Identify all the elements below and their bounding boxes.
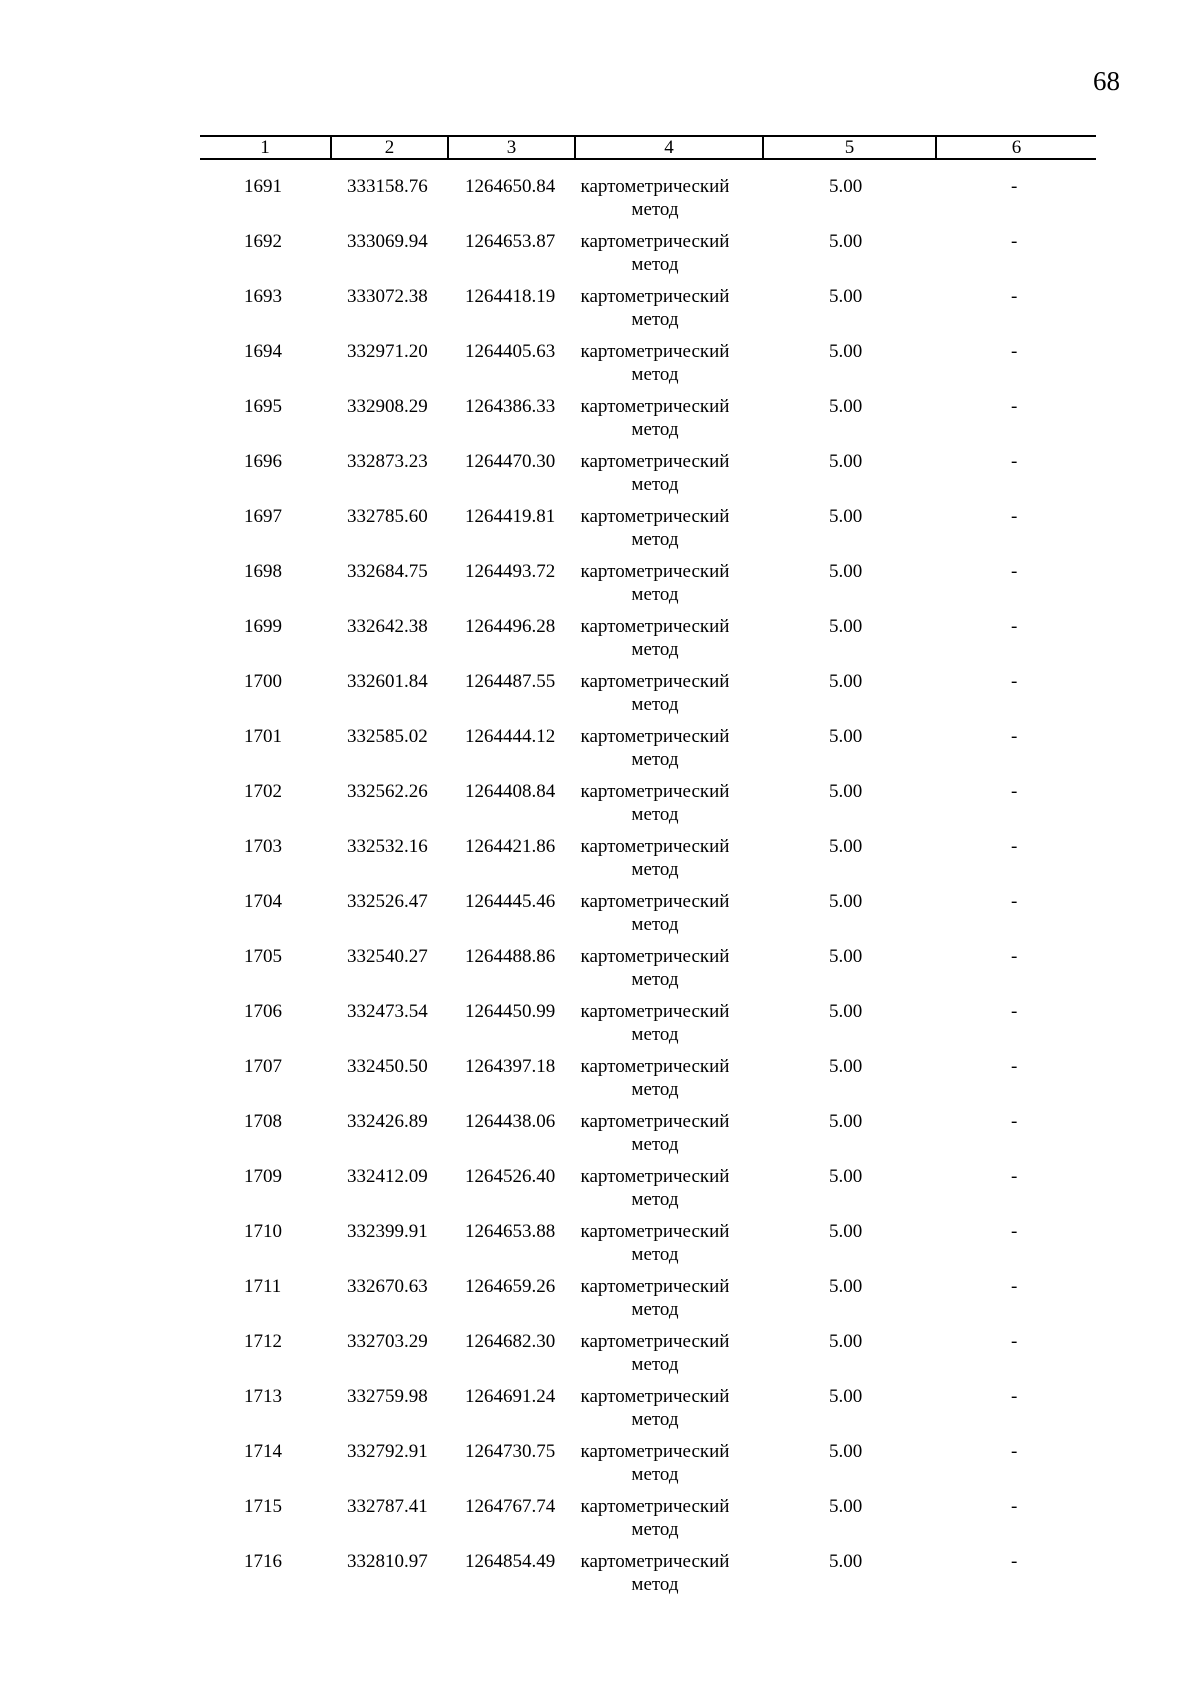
method-cell bbox=[560, 1000, 750, 1046]
method-cell bbox=[560, 1165, 750, 1211]
method-line-1: картометрический bbox=[580, 1551, 730, 1572]
note-cell: - bbox=[1011, 341, 1018, 362]
table-row bbox=[200, 560, 1096, 615]
accuracy-cell: 5.00 bbox=[829, 891, 863, 912]
point-number-cell: 1693 bbox=[244, 286, 282, 307]
note-cell: - bbox=[1011, 616, 1018, 637]
table-row bbox=[200, 1440, 1096, 1495]
method-line-1: картометрический bbox=[580, 1276, 730, 1297]
accuracy-cell: 5.00 bbox=[829, 671, 863, 692]
method-cell bbox=[560, 890, 750, 936]
point-number-cell: 1712 bbox=[244, 1331, 282, 1352]
accuracy-cell: 5.00 bbox=[829, 946, 863, 967]
point-number-cell: 1709 bbox=[244, 1166, 282, 1187]
accuracy-cell: 5.00 bbox=[829, 1496, 863, 1517]
method-line-1: картометрический bbox=[580, 286, 730, 307]
method-cell bbox=[560, 1275, 750, 1321]
note-cell: - bbox=[1011, 506, 1018, 527]
column-header-4: 4 bbox=[574, 137, 762, 158]
method-line-2: метод bbox=[631, 1189, 679, 1210]
method-line-1: картометрический bbox=[580, 1441, 730, 1462]
table-row bbox=[200, 285, 1096, 340]
table-row bbox=[200, 1165, 1096, 1220]
accuracy-cell: 5.00 bbox=[829, 1111, 863, 1132]
method-line-1: картометрический bbox=[580, 726, 730, 747]
method-line-2: метод bbox=[631, 1024, 679, 1045]
table-row bbox=[200, 1220, 1096, 1275]
method-line-1: картометрический bbox=[580, 341, 730, 362]
point-number-cell: 1713 bbox=[244, 1386, 282, 1407]
accuracy-cell: 5.00 bbox=[829, 286, 863, 307]
table-row bbox=[200, 1000, 1096, 1055]
x-coordinate-cell: 332873.23 bbox=[347, 451, 428, 472]
table-row bbox=[200, 340, 1096, 395]
table-row bbox=[200, 1330, 1096, 1385]
accuracy-cell: 5.00 bbox=[829, 1551, 863, 1572]
table-row bbox=[200, 1055, 1096, 1110]
accuracy-cell: 5.00 bbox=[829, 451, 863, 472]
accuracy-cell: 5.00 bbox=[829, 231, 863, 252]
method-cell bbox=[560, 725, 750, 771]
point-number-cell: 1694 bbox=[244, 341, 282, 362]
y-coordinate-cell: 1264408.84 bbox=[465, 781, 556, 802]
method-cell bbox=[560, 945, 750, 991]
x-coordinate-cell: 332473.54 bbox=[347, 1001, 428, 1022]
method-line-2: метод bbox=[631, 309, 679, 330]
table-row bbox=[200, 230, 1096, 285]
y-coordinate-cell: 1264450.99 bbox=[465, 1001, 556, 1022]
y-coordinate-cell: 1264682.30 bbox=[465, 1331, 556, 1352]
note-cell: - bbox=[1011, 561, 1018, 582]
accuracy-cell: 5.00 bbox=[829, 726, 863, 747]
method-cell bbox=[560, 1385, 750, 1431]
table-row bbox=[200, 615, 1096, 670]
note-cell: - bbox=[1011, 231, 1018, 252]
table-row bbox=[200, 1550, 1096, 1605]
method-line-1: картометрический bbox=[580, 1496, 730, 1517]
note-cell: - bbox=[1011, 1496, 1018, 1517]
note-cell: - bbox=[1011, 286, 1018, 307]
method-line-2: метод bbox=[631, 1354, 679, 1375]
note-cell: - bbox=[1011, 1221, 1018, 1242]
point-number-cell: 1706 bbox=[244, 1001, 282, 1022]
point-number-cell: 1715 bbox=[244, 1496, 282, 1517]
x-coordinate-cell: 332785.60 bbox=[347, 506, 428, 527]
point-number-cell: 1708 bbox=[244, 1111, 282, 1132]
y-coordinate-cell: 1264730.75 bbox=[465, 1441, 556, 1462]
method-cell bbox=[560, 1495, 750, 1541]
point-number-cell: 1702 bbox=[244, 781, 282, 802]
y-coordinate-cell: 1264419.81 bbox=[465, 506, 556, 527]
table-row bbox=[200, 1495, 1096, 1550]
method-cell bbox=[560, 560, 750, 606]
note-cell: - bbox=[1011, 396, 1018, 417]
y-coordinate-cell: 1264444.12 bbox=[465, 726, 556, 747]
column-header-6: 6 bbox=[935, 137, 1096, 158]
table-row bbox=[200, 1110, 1096, 1165]
accuracy-cell: 5.00 bbox=[829, 1276, 863, 1297]
y-coordinate-cell: 1264496.28 bbox=[465, 616, 556, 637]
method-line-1: картометрический bbox=[580, 176, 730, 197]
x-coordinate-cell: 332412.09 bbox=[347, 1166, 428, 1187]
table-body bbox=[200, 175, 1096, 1605]
accuracy-cell: 5.00 bbox=[829, 1441, 863, 1462]
point-number-cell: 1692 bbox=[244, 231, 282, 252]
x-coordinate-cell: 332787.41 bbox=[347, 1496, 428, 1517]
point-number-cell: 1716 bbox=[244, 1551, 282, 1572]
point-number-cell: 1697 bbox=[244, 506, 282, 527]
x-coordinate-cell: 332642.38 bbox=[347, 616, 428, 637]
point-number-cell: 1711 bbox=[244, 1276, 282, 1297]
x-coordinate-cell: 332703.29 bbox=[347, 1331, 428, 1352]
method-line-2: метод bbox=[631, 419, 679, 440]
method-line-1: картометрический bbox=[580, 781, 730, 802]
accuracy-cell: 5.00 bbox=[829, 396, 863, 417]
point-number-cell: 1703 bbox=[244, 836, 282, 857]
method-line-2: метод bbox=[631, 859, 679, 880]
point-number-cell: 1704 bbox=[244, 891, 282, 912]
method-cell bbox=[560, 395, 750, 441]
point-number-cell: 1695 bbox=[244, 396, 282, 417]
accuracy-cell: 5.00 bbox=[829, 1001, 863, 1022]
x-coordinate-cell: 332585.02 bbox=[347, 726, 428, 747]
method-cell bbox=[560, 835, 750, 881]
y-coordinate-cell: 1264691.24 bbox=[465, 1386, 556, 1407]
method-line-2: метод bbox=[631, 474, 679, 495]
table-row bbox=[200, 670, 1096, 725]
method-line-1: картометрический bbox=[580, 561, 730, 582]
method-cell bbox=[560, 1220, 750, 1266]
accuracy-cell: 5.00 bbox=[829, 1331, 863, 1352]
method-line-2: метод bbox=[631, 1409, 679, 1430]
method-cell bbox=[560, 1110, 750, 1156]
method-line-1: картометрический bbox=[580, 231, 730, 252]
x-coordinate-cell: 332426.89 bbox=[347, 1111, 428, 1132]
y-coordinate-cell: 1264488.86 bbox=[465, 946, 556, 967]
table-row bbox=[200, 780, 1096, 835]
y-coordinate-cell: 1264470.30 bbox=[465, 451, 556, 472]
x-coordinate-cell: 332601.84 bbox=[347, 671, 428, 692]
method-cell bbox=[560, 340, 750, 386]
method-cell bbox=[560, 1055, 750, 1101]
column-header-2: 2 bbox=[330, 137, 447, 158]
x-coordinate-cell: 332532.16 bbox=[347, 836, 428, 857]
table-row bbox=[200, 1275, 1096, 1330]
method-line-1: картометрический bbox=[580, 451, 730, 472]
accuracy-cell: 5.00 bbox=[829, 506, 863, 527]
note-cell: - bbox=[1011, 1001, 1018, 1022]
table-row bbox=[200, 505, 1096, 560]
method-line-2: метод bbox=[631, 1574, 679, 1595]
x-coordinate-cell: 332792.91 bbox=[347, 1441, 428, 1462]
method-line-2: метод bbox=[631, 364, 679, 385]
y-coordinate-cell: 1264659.26 bbox=[465, 1276, 556, 1297]
note-cell: - bbox=[1011, 946, 1018, 967]
accuracy-cell: 5.00 bbox=[829, 1056, 863, 1077]
y-coordinate-cell: 1264438.06 bbox=[465, 1111, 556, 1132]
method-cell bbox=[560, 285, 750, 331]
y-coordinate-cell: 1264421.86 bbox=[465, 836, 556, 857]
y-coordinate-cell: 1264653.87 bbox=[465, 231, 556, 252]
method-line-1: картометрический bbox=[580, 1056, 730, 1077]
method-line-1: картометрический bbox=[580, 836, 730, 857]
table-row bbox=[200, 395, 1096, 450]
note-cell: - bbox=[1011, 1441, 1018, 1462]
method-cell bbox=[560, 450, 750, 496]
point-number-cell: 1698 bbox=[244, 561, 282, 582]
method-line-2: метод bbox=[631, 1079, 679, 1100]
note-cell: - bbox=[1011, 1331, 1018, 1352]
accuracy-cell: 5.00 bbox=[829, 176, 863, 197]
method-cell bbox=[560, 670, 750, 716]
note-cell: - bbox=[1011, 726, 1018, 747]
method-line-1: картометрический bbox=[580, 1166, 730, 1187]
method-line-1: картометрический bbox=[580, 671, 730, 692]
x-coordinate-cell: 332759.98 bbox=[347, 1386, 428, 1407]
x-coordinate-cell: 332399.91 bbox=[347, 1221, 428, 1242]
accuracy-cell: 5.00 bbox=[829, 616, 863, 637]
x-coordinate-cell: 332526.47 bbox=[347, 891, 428, 912]
method-line-1: картометрический bbox=[580, 1221, 730, 1242]
method-line-1: картометрический bbox=[580, 1331, 730, 1352]
note-cell: - bbox=[1011, 891, 1018, 912]
method-line-2: метод bbox=[631, 199, 679, 220]
y-coordinate-cell: 1264405.63 bbox=[465, 341, 556, 362]
y-coordinate-cell: 1264526.40 bbox=[465, 1166, 556, 1187]
table-row bbox=[200, 890, 1096, 945]
point-number-cell: 1700 bbox=[244, 671, 282, 692]
method-line-2: метод bbox=[631, 1299, 679, 1320]
column-header-3: 3 bbox=[447, 137, 574, 158]
method-line-2: метод bbox=[631, 639, 679, 660]
note-cell: - bbox=[1011, 1386, 1018, 1407]
note-cell: - bbox=[1011, 1111, 1018, 1132]
note-cell: - bbox=[1011, 176, 1018, 197]
x-coordinate-cell: 332450.50 bbox=[347, 1056, 428, 1077]
method-line-1: картометрический bbox=[580, 396, 730, 417]
method-line-2: метод bbox=[631, 749, 679, 770]
y-coordinate-cell: 1264767.74 bbox=[465, 1496, 556, 1517]
table-row bbox=[200, 175, 1096, 230]
accuracy-cell: 5.00 bbox=[829, 1386, 863, 1407]
accuracy-cell: 5.00 bbox=[829, 1166, 863, 1187]
method-cell bbox=[560, 175, 750, 221]
method-line-2: метод bbox=[631, 1134, 679, 1155]
method-line-2: метод bbox=[631, 694, 679, 715]
table-row bbox=[200, 945, 1096, 1000]
y-coordinate-cell: 1264445.46 bbox=[465, 891, 556, 912]
method-line-2: метод bbox=[631, 804, 679, 825]
y-coordinate-cell: 1264650.84 bbox=[465, 176, 556, 197]
point-number-cell: 1707 bbox=[244, 1056, 282, 1077]
method-cell bbox=[560, 1440, 750, 1486]
note-cell: - bbox=[1011, 781, 1018, 802]
x-coordinate-cell: 332971.20 bbox=[347, 341, 428, 362]
table-row bbox=[200, 725, 1096, 780]
accuracy-cell: 5.00 bbox=[829, 1221, 863, 1242]
method-line-1: картометрический bbox=[580, 1386, 730, 1407]
method-line-2: метод bbox=[631, 1244, 679, 1265]
method-line-1: картометрический bbox=[580, 506, 730, 527]
method-line-2: метод bbox=[631, 1519, 679, 1540]
method-cell bbox=[560, 230, 750, 276]
y-coordinate-cell: 1264493.72 bbox=[465, 561, 556, 582]
table-row bbox=[200, 835, 1096, 890]
point-number-cell: 1705 bbox=[244, 946, 282, 967]
x-coordinate-cell: 332684.75 bbox=[347, 561, 428, 582]
accuracy-cell: 5.00 bbox=[829, 781, 863, 802]
table-row bbox=[200, 1385, 1096, 1440]
point-number-cell: 1699 bbox=[244, 616, 282, 637]
method-line-1: картометрический bbox=[580, 946, 730, 967]
x-coordinate-cell: 332810.97 bbox=[347, 1551, 428, 1572]
method-line-2: метод bbox=[631, 1464, 679, 1485]
accuracy-cell: 5.00 bbox=[829, 341, 863, 362]
x-coordinate-cell: 332908.29 bbox=[347, 396, 428, 417]
y-coordinate-cell: 1264653.88 bbox=[465, 1221, 556, 1242]
table-row bbox=[200, 450, 1096, 505]
y-coordinate-cell: 1264487.55 bbox=[465, 671, 556, 692]
x-coordinate-cell: 332562.26 bbox=[347, 781, 428, 802]
method-line-1: картометрический bbox=[580, 1001, 730, 1022]
point-number-cell: 1714 bbox=[244, 1441, 282, 1462]
x-coordinate-cell: 333158.76 bbox=[347, 176, 428, 197]
method-line-2: метод bbox=[631, 529, 679, 550]
note-cell: - bbox=[1011, 1551, 1018, 1572]
method-line-2: метод bbox=[631, 914, 679, 935]
point-number-cell: 1710 bbox=[244, 1221, 282, 1242]
y-coordinate-cell: 1264854.49 bbox=[465, 1551, 556, 1572]
method-cell bbox=[560, 1330, 750, 1376]
method-cell bbox=[560, 505, 750, 551]
column-header-1: 1 bbox=[260, 137, 270, 158]
note-cell: - bbox=[1011, 451, 1018, 472]
x-coordinate-cell: 332670.63 bbox=[347, 1276, 428, 1297]
method-cell bbox=[560, 780, 750, 826]
accuracy-cell: 5.00 bbox=[829, 836, 863, 857]
note-cell: - bbox=[1011, 1276, 1018, 1297]
note-cell: - bbox=[1011, 1166, 1018, 1187]
method-cell bbox=[560, 1550, 750, 1596]
accuracy-cell: 5.00 bbox=[829, 561, 863, 582]
point-number-cell: 1696 bbox=[244, 451, 282, 472]
y-coordinate-cell: 1264386.33 bbox=[465, 396, 556, 417]
column-header-5: 5 bbox=[762, 137, 935, 158]
method-line-2: метод bbox=[631, 969, 679, 990]
x-coordinate-cell: 333069.94 bbox=[347, 231, 428, 252]
point-number-cell: 1691 bbox=[244, 176, 282, 197]
y-coordinate-cell: 1264397.18 bbox=[465, 1056, 556, 1077]
x-coordinate-cell: 332540.27 bbox=[347, 946, 428, 967]
method-line-1: картометрический bbox=[580, 1111, 730, 1132]
method-line-2: метод bbox=[631, 584, 679, 605]
y-coordinate-cell: 1264418.19 bbox=[465, 286, 556, 307]
method-line-1: картометрический bbox=[580, 891, 730, 912]
note-cell: - bbox=[1011, 836, 1018, 857]
x-coordinate-cell: 333072.38 bbox=[347, 286, 428, 307]
point-number-cell: 1701 bbox=[244, 726, 282, 747]
note-cell: - bbox=[1011, 671, 1018, 692]
method-line-2: метод bbox=[631, 254, 679, 275]
page-number: 68 bbox=[1093, 66, 1120, 96]
method-cell bbox=[560, 615, 750, 661]
note-cell: - bbox=[1011, 1056, 1018, 1077]
table-header bbox=[200, 135, 1096, 160]
method-line-1: картометрический bbox=[580, 616, 730, 637]
